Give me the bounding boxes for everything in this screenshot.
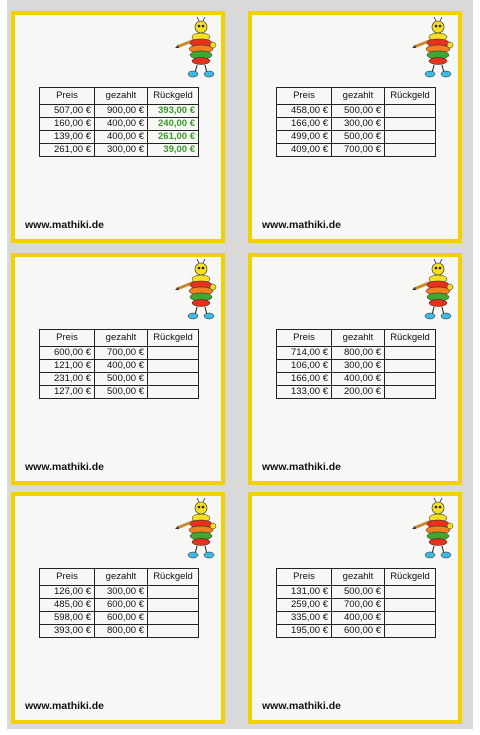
- price-cell: 160,00 €: [40, 118, 95, 131]
- change-table: [39, 87, 199, 157]
- mascot-icon: [175, 498, 219, 560]
- table-row: [277, 599, 436, 612]
- paid-cell: 600,00 €: [332, 625, 385, 638]
- change-cell: [148, 612, 199, 625]
- table-header-row: [40, 330, 199, 347]
- table-row: [40, 612, 199, 625]
- change-cell: [385, 625, 436, 638]
- change-cell: 393,00 €: [148, 105, 199, 118]
- column-header: gezahlt: [332, 569, 385, 586]
- price-cell: 121,00 €: [40, 360, 95, 373]
- change-cell: [385, 373, 436, 386]
- paid-cell: 800,00 €: [95, 625, 148, 638]
- mascot-icon: [175, 17, 219, 79]
- table-row: [40, 105, 199, 118]
- price-cell: 485,00 €: [40, 599, 95, 612]
- table-row: [40, 599, 199, 612]
- table-header-row: [40, 569, 199, 586]
- paid-cell: 800,00 €: [332, 347, 385, 360]
- exercise-card: [11, 253, 225, 485]
- price-cell: 166,00 €: [277, 373, 332, 386]
- paid-cell: 500,00 €: [95, 386, 148, 399]
- paid-cell: 400,00 €: [332, 373, 385, 386]
- table-row: [277, 612, 436, 625]
- price-cell: 409,00 €: [277, 144, 332, 157]
- price-cell: 139,00 €: [40, 131, 95, 144]
- table-row: [277, 105, 436, 118]
- exercise-card: [248, 253, 462, 485]
- price-cell: 261,00 €: [40, 144, 95, 157]
- column-header: gezahlt: [95, 569, 148, 586]
- paid-cell: 400,00 €: [95, 118, 148, 131]
- table-header-row: [277, 569, 436, 586]
- table-row: [277, 386, 436, 399]
- table-header-row: [277, 88, 436, 105]
- column-header: Preis: [40, 330, 95, 347]
- change-cell: [148, 373, 199, 386]
- change-cell: [148, 586, 199, 599]
- change-cell: [148, 599, 199, 612]
- table-row: [277, 131, 436, 144]
- price-cell: 166,00 €: [277, 118, 332, 131]
- table-row: [40, 131, 199, 144]
- mascot-icon: [412, 498, 456, 560]
- website-url: www.mathiki.de: [25, 461, 104, 473]
- paid-cell: 500,00 €: [332, 131, 385, 144]
- website-url: www.mathiki.de: [25, 700, 104, 712]
- column-header: Preis: [40, 569, 95, 586]
- table-row: [277, 625, 436, 638]
- column-header: Rückgeld: [385, 330, 436, 347]
- change-cell: [385, 612, 436, 625]
- table-row: [277, 347, 436, 360]
- paid-cell: 600,00 €: [95, 599, 148, 612]
- change-table: [276, 87, 436, 157]
- paid-cell: 700,00 €: [332, 599, 385, 612]
- price-cell: 507,00 €: [40, 105, 95, 118]
- price-cell: 133,00 €: [277, 386, 332, 399]
- mascot-icon: [412, 17, 456, 79]
- table-row: [40, 625, 199, 638]
- price-cell: 335,00 €: [277, 612, 332, 625]
- paid-cell: 400,00 €: [95, 360, 148, 373]
- worksheet: [7, 0, 473, 729]
- table-row: [277, 373, 436, 386]
- paid-cell: 300,00 €: [95, 144, 148, 157]
- exercise-card: [248, 11, 462, 243]
- column-header: Rückgeld: [148, 569, 199, 586]
- change-cell: [385, 131, 436, 144]
- paid-cell: 400,00 €: [95, 131, 148, 144]
- column-header: Preis: [277, 330, 332, 347]
- change-cell: [385, 586, 436, 599]
- website-url: www.mathiki.de: [262, 700, 341, 712]
- change-table: [39, 329, 199, 399]
- column-header: Preis: [277, 569, 332, 586]
- change-cell: [385, 386, 436, 399]
- table-row: [40, 347, 199, 360]
- column-header: gezahlt: [95, 330, 148, 347]
- change-cell: 240,00 €: [148, 118, 199, 131]
- price-cell: 259,00 €: [277, 599, 332, 612]
- table-row: [40, 118, 199, 131]
- table-row: [277, 360, 436, 373]
- change-cell: [385, 360, 436, 373]
- column-header: Rückgeld: [385, 88, 436, 105]
- change-table: [276, 568, 436, 638]
- table-row: [40, 386, 199, 399]
- price-cell: 598,00 €: [40, 612, 95, 625]
- paid-cell: 300,00 €: [95, 586, 148, 599]
- paid-cell: 300,00 €: [332, 118, 385, 131]
- price-cell: 106,00 €: [277, 360, 332, 373]
- price-cell: 231,00 €: [40, 373, 95, 386]
- price-cell: 126,00 €: [40, 586, 95, 599]
- website-url: www.mathiki.de: [25, 219, 104, 231]
- paid-cell: 500,00 €: [332, 105, 385, 118]
- column-header: gezahlt: [332, 330, 385, 347]
- mascot-icon: [412, 259, 456, 321]
- paid-cell: 900,00 €: [95, 105, 148, 118]
- table-row: [277, 586, 436, 599]
- mascot-icon: [175, 259, 219, 321]
- exercise-card: [248, 492, 462, 724]
- column-header: gezahlt: [95, 88, 148, 105]
- price-cell: 127,00 €: [40, 386, 95, 399]
- column-header: Preis: [40, 88, 95, 105]
- change-cell: 261,00 €: [148, 131, 199, 144]
- price-cell: 393,00 €: [40, 625, 95, 638]
- column-header: Preis: [277, 88, 332, 105]
- exercise-card: [11, 11, 225, 243]
- change-cell: [148, 386, 199, 399]
- change-cell: [385, 105, 436, 118]
- paid-cell: 300,00 €: [332, 360, 385, 373]
- column-header: gezahlt: [332, 88, 385, 105]
- paid-cell: 400,00 €: [332, 612, 385, 625]
- change-cell: [385, 599, 436, 612]
- paid-cell: 600,00 €: [95, 612, 148, 625]
- table-header-row: [277, 330, 436, 347]
- price-cell: 458,00 €: [277, 105, 332, 118]
- paid-cell: 700,00 €: [95, 347, 148, 360]
- change-cell: [148, 625, 199, 638]
- price-cell: 499,00 €: [277, 131, 332, 144]
- table-row: [40, 586, 199, 599]
- price-cell: 195,00 €: [277, 625, 332, 638]
- change-cell: 39,00 €: [148, 144, 199, 157]
- website-url: www.mathiki.de: [262, 461, 341, 473]
- change-cell: [385, 118, 436, 131]
- paid-cell: 700,00 €: [332, 144, 385, 157]
- change-table: [276, 329, 436, 399]
- table-row: [40, 373, 199, 386]
- change-cell: [385, 347, 436, 360]
- column-header: Rückgeld: [148, 330, 199, 347]
- website-url: www.mathiki.de: [262, 219, 341, 231]
- change-cell: [148, 347, 199, 360]
- paid-cell: 500,00 €: [332, 586, 385, 599]
- exercise-card: [11, 492, 225, 724]
- column-header: Rückgeld: [148, 88, 199, 105]
- table-row: [277, 118, 436, 131]
- table-row: [277, 144, 436, 157]
- price-cell: 131,00 €: [277, 586, 332, 599]
- change-table: [39, 568, 199, 638]
- table-row: [40, 360, 199, 373]
- paid-cell: 200,00 €: [332, 386, 385, 399]
- price-cell: 714,00 €: [277, 347, 332, 360]
- change-cell: [385, 144, 436, 157]
- paid-cell: 500,00 €: [95, 373, 148, 386]
- table-header-row: [40, 88, 199, 105]
- table-row: [40, 144, 199, 157]
- column-header: Rückgeld: [385, 569, 436, 586]
- change-cell: [148, 360, 199, 373]
- price-cell: 600,00 €: [40, 347, 95, 360]
